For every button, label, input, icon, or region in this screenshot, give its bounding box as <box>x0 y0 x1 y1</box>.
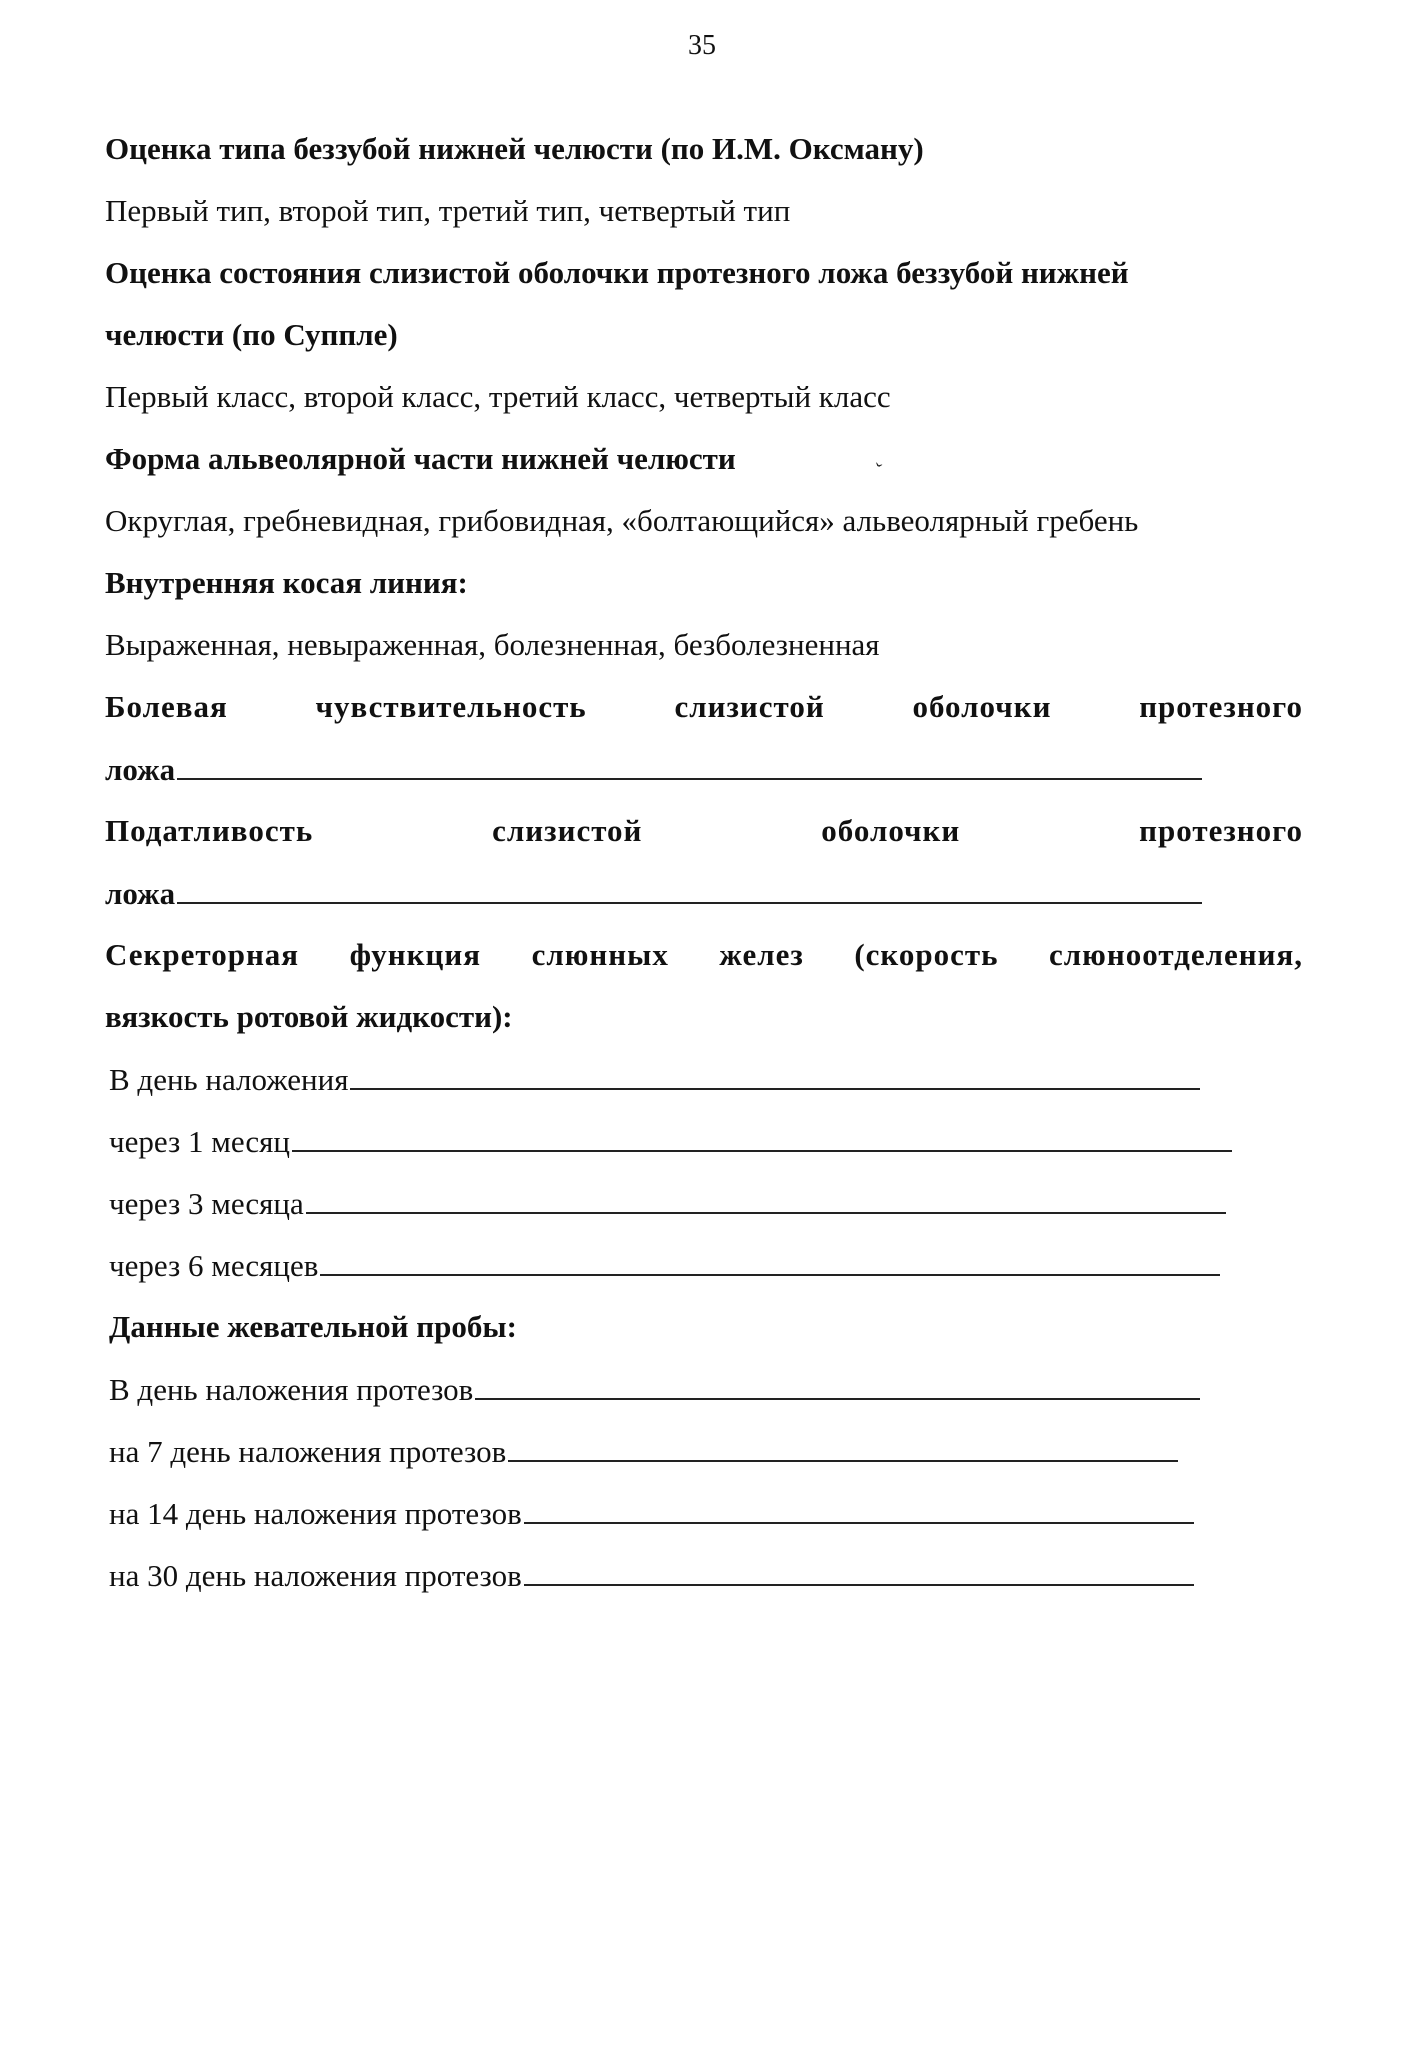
heading-word: функция <box>349 937 482 972</box>
blank-line[interactable] <box>475 1358 1200 1400</box>
saliva-6-months-field[interactable] <box>105 1234 1303 1296</box>
form-body <box>105 118 1303 1606</box>
field-label: на 30 день наложения протезов <box>109 1558 522 1593</box>
chewing-day-30-field[interactable] <box>105 1544 1303 1606</box>
section-title-chewing-test: Данные жевательной пробы: <box>109 1309 517 1344</box>
heading-word: оболочки <box>912 689 1052 724</box>
heading-word: желез <box>719 937 804 972</box>
heading-word: слизистой <box>492 813 643 848</box>
section-options-alveolar-form: Округлая, гребневидная, грибовидная, «болтающийся» альвеолярный гребень <box>105 503 1139 538</box>
field-label: через 1 месяц <box>109 1124 290 1159</box>
blank-line[interactable] <box>177 738 1202 780</box>
blank-line[interactable] <box>524 1482 1194 1524</box>
section-title-jaw-type: Оценка типа беззубой нижней челюсти (по И.М. Оксману) <box>105 131 924 166</box>
heading-word: Секреторная <box>105 937 300 972</box>
heading-word: оболочки <box>821 813 961 848</box>
stray-mark: ˇ <box>869 459 884 483</box>
blank-line[interactable] <box>350 1048 1200 1090</box>
blank-line[interactable] <box>524 1544 1194 1586</box>
salivary-function-heading-line2: вязкость ротовой жидкости): <box>105 999 513 1034</box>
heading-word: (скорость <box>854 937 999 972</box>
blank-line[interactable] <box>177 862 1202 904</box>
section-title-oblique-line: Внутренняя косая линия: <box>105 565 468 600</box>
blank-line[interactable] <box>508 1420 1178 1462</box>
chewing-day-14-field[interactable] <box>105 1482 1303 1544</box>
field-label: В день наложения протезов <box>109 1372 474 1407</box>
chewing-day-of-fitting-field[interactable] <box>105 1358 1303 1420</box>
blank-line[interactable] <box>320 1234 1220 1276</box>
heading-word: Болевая <box>105 689 228 724</box>
heading-word: слюнных <box>531 937 669 972</box>
section-title-mucosa-line2: челюсти (по Суппле) <box>105 317 398 352</box>
salivary-function-heading <box>105 924 1303 986</box>
heading-word: слюноотделения, <box>1049 937 1303 972</box>
pain-sensitivity-heading <box>105 676 1303 738</box>
field-label: на 7 день наложения протезов <box>109 1434 507 1469</box>
section-title-alveolar-form: Форма альвеолярной части нижней челюсти <box>105 441 736 476</box>
page-number: 35 <box>688 30 716 61</box>
section-options-jaw-type: Первый тип, второй тип, третий тип, четвертый тип <box>105 193 791 228</box>
compliance-field[interactable] <box>105 862 1303 924</box>
heading-word: протезного <box>1139 689 1303 724</box>
heading-word: чувствительность <box>315 689 587 724</box>
section-title-mucosa-line1: Оценка состояния слизистой оболочки протезного ложа беззубой нижней <box>105 255 1129 290</box>
heading-word: протезного <box>1139 813 1303 848</box>
saliva-1-month-field[interactable] <box>105 1110 1303 1172</box>
section-options-oblique-line: Выраженная, невыраженная, болезненная, безболезненная <box>105 627 880 662</box>
compliance-heading <box>105 800 1303 862</box>
field-label: В день наложения <box>109 1062 349 1097</box>
field-label: через 6 месяцев <box>109 1248 319 1283</box>
field-label: через 3 месяца <box>109 1186 304 1221</box>
blank-line[interactable] <box>306 1172 1226 1214</box>
pain-sensitivity-field[interactable] <box>105 738 1303 800</box>
field-label: на 14 день наложения протезов <box>109 1496 522 1531</box>
heading-word: слизистой <box>674 689 825 724</box>
heading-word: Податливость <box>105 813 314 848</box>
saliva-3-months-field[interactable] <box>105 1172 1303 1234</box>
section-options-mucosa: Первый класс, второй класс, третий класс, четвертый класс <box>105 379 891 414</box>
saliva-day-of-fitting-field[interactable] <box>105 1048 1303 1110</box>
field-label: ложа <box>105 752 176 787</box>
blank-line[interactable] <box>292 1110 1232 1152</box>
field-label: ложа <box>105 876 176 911</box>
chewing-day-7-field[interactable] <box>105 1420 1303 1482</box>
